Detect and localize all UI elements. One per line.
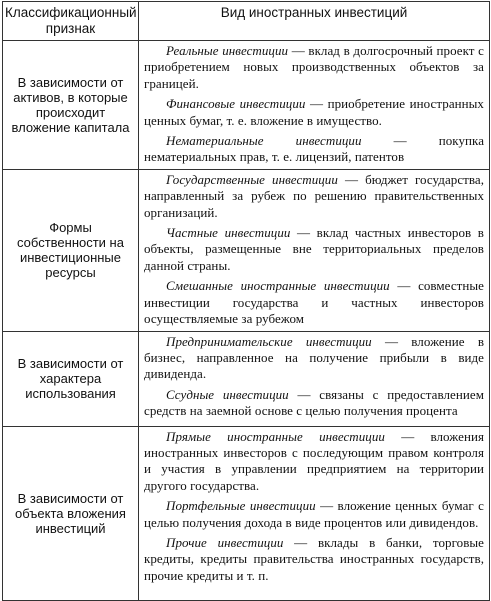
investment-definition: — вклад в долгосрочный проект с приобретением новых производственных объектов за границей. (144, 43, 484, 91)
investment-definition: — вклад частных инвесторов в объекты, размещенные вне территориальных пределов данной страны. (144, 225, 484, 273)
investment-definition: — вложения иностранных инвесторов с последующим правом контроля и участия в управлении предприятием на территории другого государства. (144, 428, 485, 493)
investment-term: Финансовые инвестиции (166, 96, 306, 112)
description-cell (139, 169, 490, 331)
table-row (3, 169, 490, 331)
investment-item (144, 429, 484, 495)
investment-item (144, 96, 484, 129)
investment-definition: — вложение в бизнес, направленное на получение прибыли в виде дивиденда. (144, 333, 485, 382)
investment-term: Прямые иностранные инвестиции (166, 428, 385, 444)
category-cell: В зависимости от активов, в которые происходит вложение капитала (3, 41, 139, 170)
investment-definition: — вклады в банки, торговые кредиты, кредиты правительства иностранных государств, прочие кредиты и т. п. (144, 534, 484, 583)
header-investment-type: Вид иностранных инвестиций (139, 2, 490, 41)
category-cell: В зависимости от объекта вложения инвестиций (3, 426, 139, 600)
investment-term: Нематериальные инвестиции (166, 133, 362, 149)
description-cell (139, 331, 490, 426)
table-row (3, 331, 490, 426)
investment-term: Смешанные иностранные инвестиции (166, 278, 390, 294)
investment-types-table (2, 1, 490, 601)
category-cell: В зависимости от характера использования (3, 331, 139, 426)
investment-item (144, 225, 484, 274)
investment-definition: — связаны с предоставлением средств на заемной основе с целью получения процента (144, 386, 484, 419)
investment-item (144, 334, 484, 383)
investment-item (144, 535, 484, 584)
investment-definition: — совместные инвестиции государства и частных инвесторов осуществляемые за рубежом (144, 278, 484, 327)
investment-term: Ссудные инвестиции (166, 386, 289, 402)
category-cell: Формы собственности на инвестиционные ресурсы (3, 169, 139, 331)
investment-term: Реальные инвестиции (166, 43, 289, 58)
investment-term: Государственные инвестиции (166, 171, 338, 187)
investment-item (144, 172, 484, 221)
investment-item (144, 43, 484, 92)
investment-definition: — вложение ценных бумаг с целью получения дохода в виде процентов или дивидендов. (144, 498, 485, 530)
investment-term: Частные инвестиции (166, 225, 291, 241)
investment-definition: — бюджет государства, направленный за рубеж по решению правительственных организаций. (144, 171, 485, 220)
investment-item (144, 133, 484, 166)
investment-term: Предпринимательские инвестиции (166, 333, 372, 349)
investment-definition: — покупка нематериальных прав, т. е. лицензий, патентов (144, 133, 485, 165)
investment-item (144, 498, 484, 531)
investment-item (144, 278, 484, 327)
description-cell (139, 41, 490, 170)
investment-definition: — приобретение иностранных ценных бумаг, т. е. вложение в имущество. (144, 96, 484, 128)
investment-item (144, 387, 484, 420)
table-row (3, 41, 490, 170)
table-header-row (3, 2, 490, 41)
investment-term: Портфельные инвестиции (166, 498, 316, 514)
header-classification: Классификационный признак (3, 2, 139, 41)
description-cell (139, 426, 490, 600)
table-row (3, 426, 490, 600)
investment-term: Прочие инвестиции (166, 534, 284, 550)
